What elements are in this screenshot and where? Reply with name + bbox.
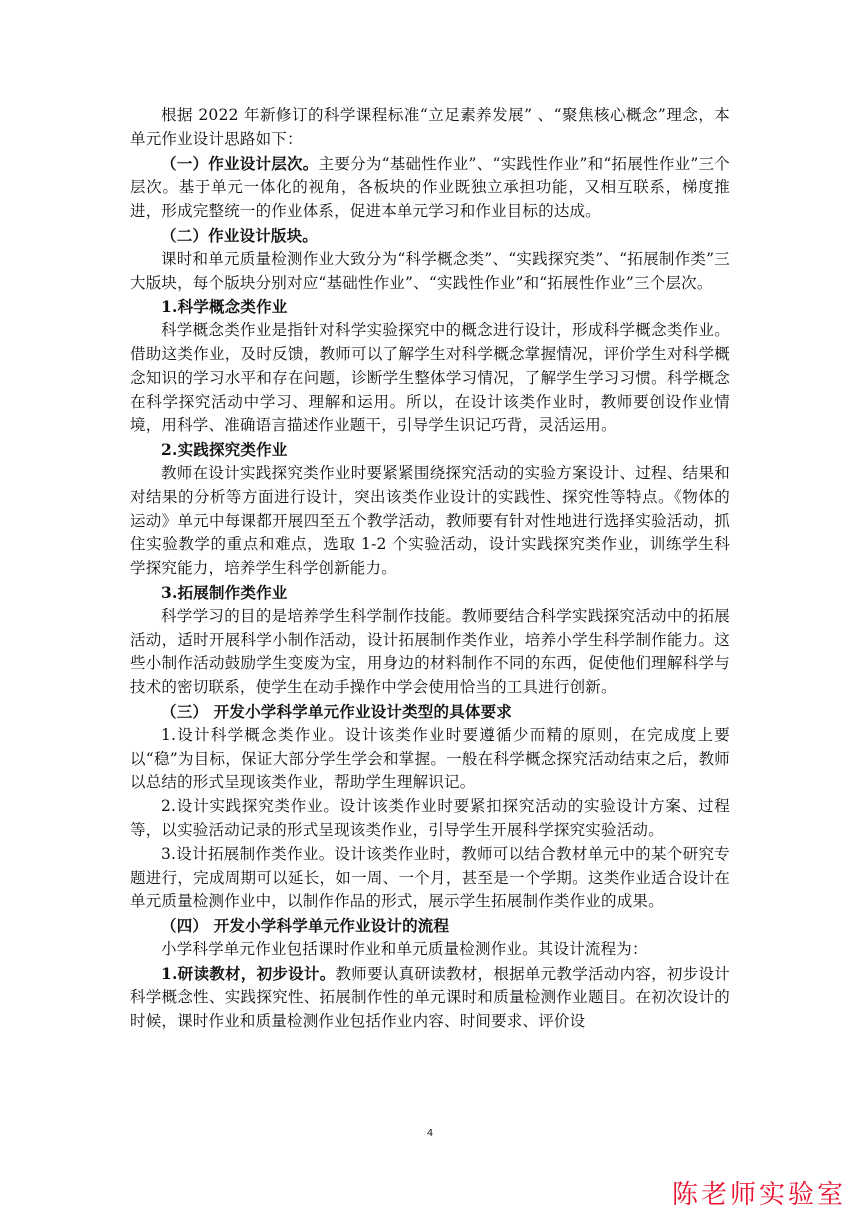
- section-two-paragraph: 课时和单元质量检测作业大致分为“科学概念类”、“实践探究类”、“拓展制作类”三大版块，每个版块分别对应“基础性作业”、“实践性作业”和“拓展性作业”三个层次。: [130, 249, 730, 292]
- section-one-text: 主要分为“基础性作业”、“实践性作业”和“拓展性作业”三个层次。基于单元一体化的视角，各板块的作业既独立承担功能，又相互联系，梯度推进，形成完整统一的作业体系，促进本单元学习和作业目标的达成。: [130, 154, 730, 221]
- requirement-two-paragraph: 2.设计实践探究类作业。设计该类作业时要紧扣探究活动的实验设计方案、过程等，以实验活动记录的形式呈现该类作业，引导学生开展科学探究实验活动。: [130, 797, 730, 839]
- requirement-one-paragraph: 1.设计科学概念类作业。设计该类作业时要遵循少而精的原则，在完成度上要以“稳”为目标，保证大部分学生学会和掌握。一般在科学概念探究活动结束之后，教师以总结的形式呈现该类作业，帮助学生理解识记。: [130, 725, 730, 792]
- concept-homework-heading: 1.科学概念类作业: [161, 297, 288, 317]
- practice-homework-heading: 2.实践探究类作业: [161, 440, 288, 460]
- section-three-heading: （三） 开发小学科学单元作业设计类型的具体要求: [161, 701, 512, 721]
- watermark-text: 陈老师实验室: [671, 1180, 846, 1210]
- extension-homework-heading: 3.拓展制作类作业: [161, 582, 288, 602]
- intro-paragraph: 根据 2022 年新修订的科学课程标准“立足素养发展” 、“聚焦核心概念”理念，本单元作业设计思路如下：: [130, 106, 730, 148]
- process-intro-paragraph: 小学科学单元作业包括课时作业和单元质量检测作业。其设计流程为：: [161, 939, 648, 958]
- page-number: 4: [426, 1128, 434, 1139]
- concept-homework-paragraph: 科学概念类作业是指针对科学实验探究中的概念进行设计，形成科学概念类作业。借助这类作业，及时反馈，教师可以了解学生对科学概念掌握情况，评价学生对科学概念知识的学习水平和存在问题，诊断学生整体学习情况，了解学生学习习惯。科学概念在科学探究活动中学习、理解和运用。所以，在设计该类作业时，教师要创设作业情境，用科学、准确语言描述作业题干，引导学生识记巧背，灵活运用。: [130, 321, 730, 435]
- process-step-one-heading: 1.研读教材，初步设计。: [161, 963, 336, 983]
- process-step-one-paragraph: [130, 962, 730, 1034]
- extension-homework-paragraph: 科学学习的目的是培养学生科学制作技能。教师要结合科学实践探究活动中的拓展活动，适时开展科学小制作活动，设计拓展制作类作业，培养小学生科学制作能力。这些小制作活动鼓励学生变废为宝，用身边的材料制作不同的东西，促使他们理解科学与技术的密切联系，使学生在动手操作中学会使用恰当的工具进行创新。: [130, 606, 730, 697]
- section-one-paragraph: [130, 152, 730, 224]
- practice-homework-paragraph: 教师在设计实践探究类作业时要紧紧围绕探究活动的实验方案设计、过程、结果和对结果的分析等方面进行设计，突出该类作业设计的实践性、探究性等特点。《物体的运动》单元中每课都开展四至五个教学活动，教师要有针对性地进行选择实验活动，抓住实验教学的重点和难点，选取 1-2 个实验活动，设计实践探究类作业，训练学生科学探究能力，培养学生科学创新能力。: [130, 463, 730, 578]
- section-four-heading: （四） 开发小学科学单元作业设计的流程: [161, 916, 450, 936]
- section-two-heading: （二）作业设计版块。: [161, 225, 319, 245]
- process-step-one-text: 教师要认真研读教材，根据单元教学活动内容，初步设计科学概念性、实践探究性、拓展制作性的单元课时和质量检测作业题目。在初次设计的时候，课时作业和质量检测作业包括作业内容、时间要求、评价设: [130, 964, 730, 1031]
- document-body: [130, 104, 730, 1034]
- section-one-heading: （一）作业设计层次。: [161, 153, 319, 173]
- requirement-three-paragraph: 3.设计拓展制作类作业。设计该类作业时，教师可以结合教材单元中的某个研究专题进行，完成周期可以延长，如一周、一个月，甚至是一个学期。这类作业适合设计在单元质量检测作业中，以制作作品的形式，展示学生拓展制作类作业的成果。: [130, 844, 730, 911]
